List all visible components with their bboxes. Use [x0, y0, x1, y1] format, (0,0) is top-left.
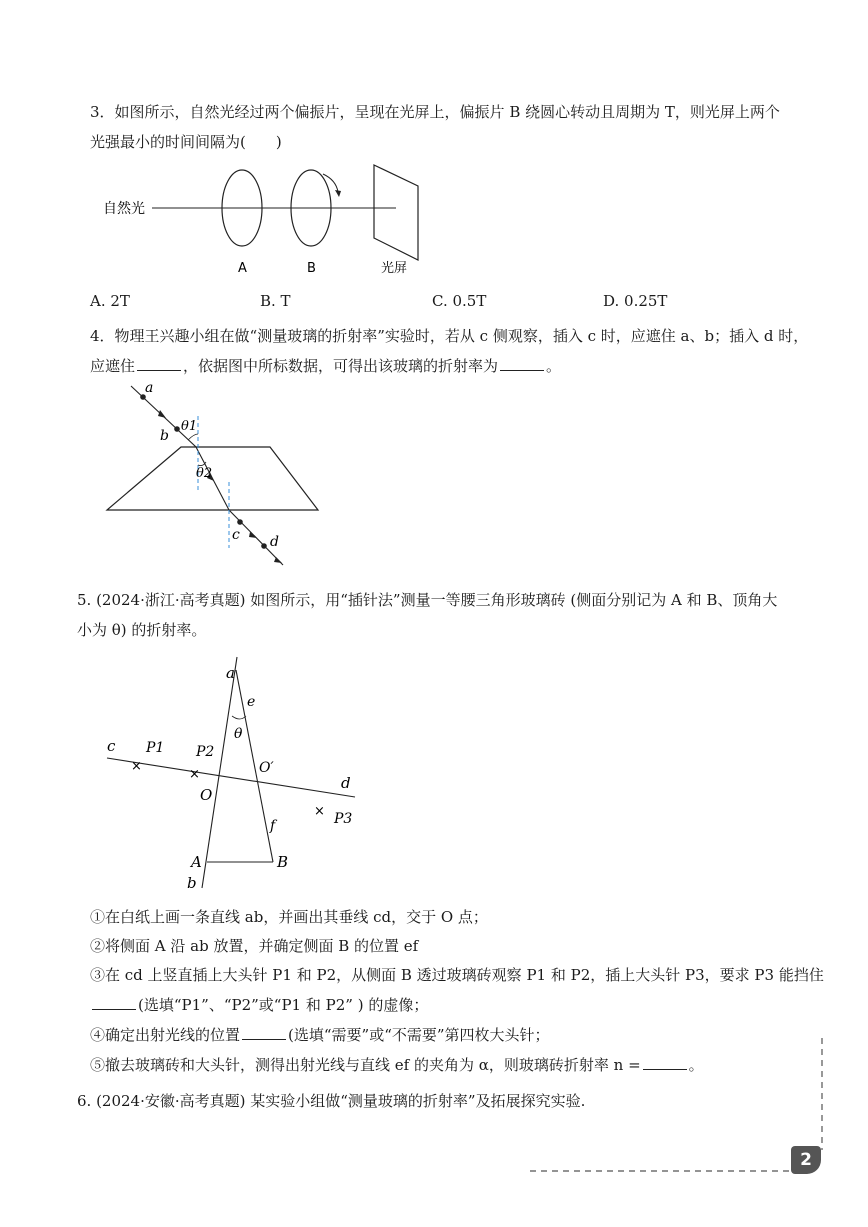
label-a: a [145, 380, 154, 396]
q3-option-a: A. 2T [90, 292, 130, 310]
q3-option-b: B. T [260, 292, 291, 310]
label-A: A [191, 853, 202, 871]
q3-option-d: D. 0.25T [603, 292, 668, 310]
label-c: c [107, 737, 116, 755]
q5-step2: ②将侧面 A 沿 ab 放置，并确定侧面 B 的位置 ef [90, 937, 419, 955]
q5-step3-line2: (选填“P1”、“P2”或“P1 和 P2” ) 的虚像； [90, 994, 428, 1015]
label-c: c [232, 527, 240, 543]
label-d: d [341, 774, 351, 792]
label-b: B [307, 261, 316, 276]
q3-stem-line1: 3．如图所示，自然光经过两个偏振片，呈现在光屏上，偏振片 B 绕圆心转动且周期为 T，则光屏上两个 [90, 103, 780, 121]
pin-p2-mark: × [189, 767, 200, 782]
label-d: d [270, 534, 279, 550]
natural-light-label: 自然光 [103, 201, 145, 217]
q4-stem-line1: 4．物理王兴趣小组在做“测量玻璃的折射率”实验时，若从 c 侧观察，插入 c 时，应遮住 a、b；插入 d 时， [90, 327, 809, 345]
theta2-label: θ2 [196, 466, 213, 481]
q5-step4: ④确定出射光线的位置 (选填“需要”或“不需要”第四枚大头针； [90, 1026, 550, 1044]
label-p3: P3 [334, 811, 353, 827]
pin-p3-mark: × [314, 804, 325, 819]
q5-step3-line1: ③在 cd 上竖直插上大头针 P1 和 P2，从侧面 B 透过玻璃砖观察 P1 和 P2，插上大头针 P3，要求 P3 能挡住 [90, 966, 824, 984]
q5-stem-line1: 5. (2024·浙江·高考真题) 如图所示，用“插针法”测量一等腰三角形玻璃砖 (侧面分别记为 A 和 B、顶角大 [77, 591, 778, 609]
label-B: B [277, 853, 289, 871]
label-theta: θ [234, 726, 243, 742]
label-e: e [247, 694, 256, 710]
q5-stem-line2: 小为 θ) 的折射率。 [77, 621, 207, 639]
label-f: f [270, 818, 276, 834]
label-p1: P1 [146, 740, 165, 756]
label-a: A [238, 261, 247, 276]
label-p2: P2 [196, 744, 215, 760]
page-number: 2 [791, 1146, 821, 1174]
label-b: b [160, 428, 169, 444]
label-o-prime: O′ [259, 760, 274, 776]
q5-step5: ⑤撤去玻璃砖和大头针，测得出射光线与直线 ef 的夹角为 α，则玻璃砖折射率 n = 。 [90, 1056, 704, 1074]
q6-stem: 6. (2024·安徽·高考真题) 某实验小组做“测量玻璃的折射率”及拓展探究实验. [77, 1092, 586, 1110]
q5-step1: ①在白纸上画一条直线 ab，并画出其垂线 cd，交于 O 点； [90, 908, 488, 926]
screen-label: 光屏 [381, 261, 408, 276]
q4-stem-line2: 应遮住 ，依据图中所标数据，可得出该玻璃的折射率为 。 [90, 357, 562, 375]
label-a: a [226, 664, 235, 682]
pin-p1-mark: × [131, 759, 142, 774]
q3-option-c: C. 0.5T [432, 292, 487, 310]
theta1-label: θ1 [181, 419, 198, 434]
label-o: O [200, 786, 213, 804]
label-b: b [187, 874, 197, 892]
q3-stem-line2: 光强最小的时间间隔为( ) [90, 133, 282, 151]
